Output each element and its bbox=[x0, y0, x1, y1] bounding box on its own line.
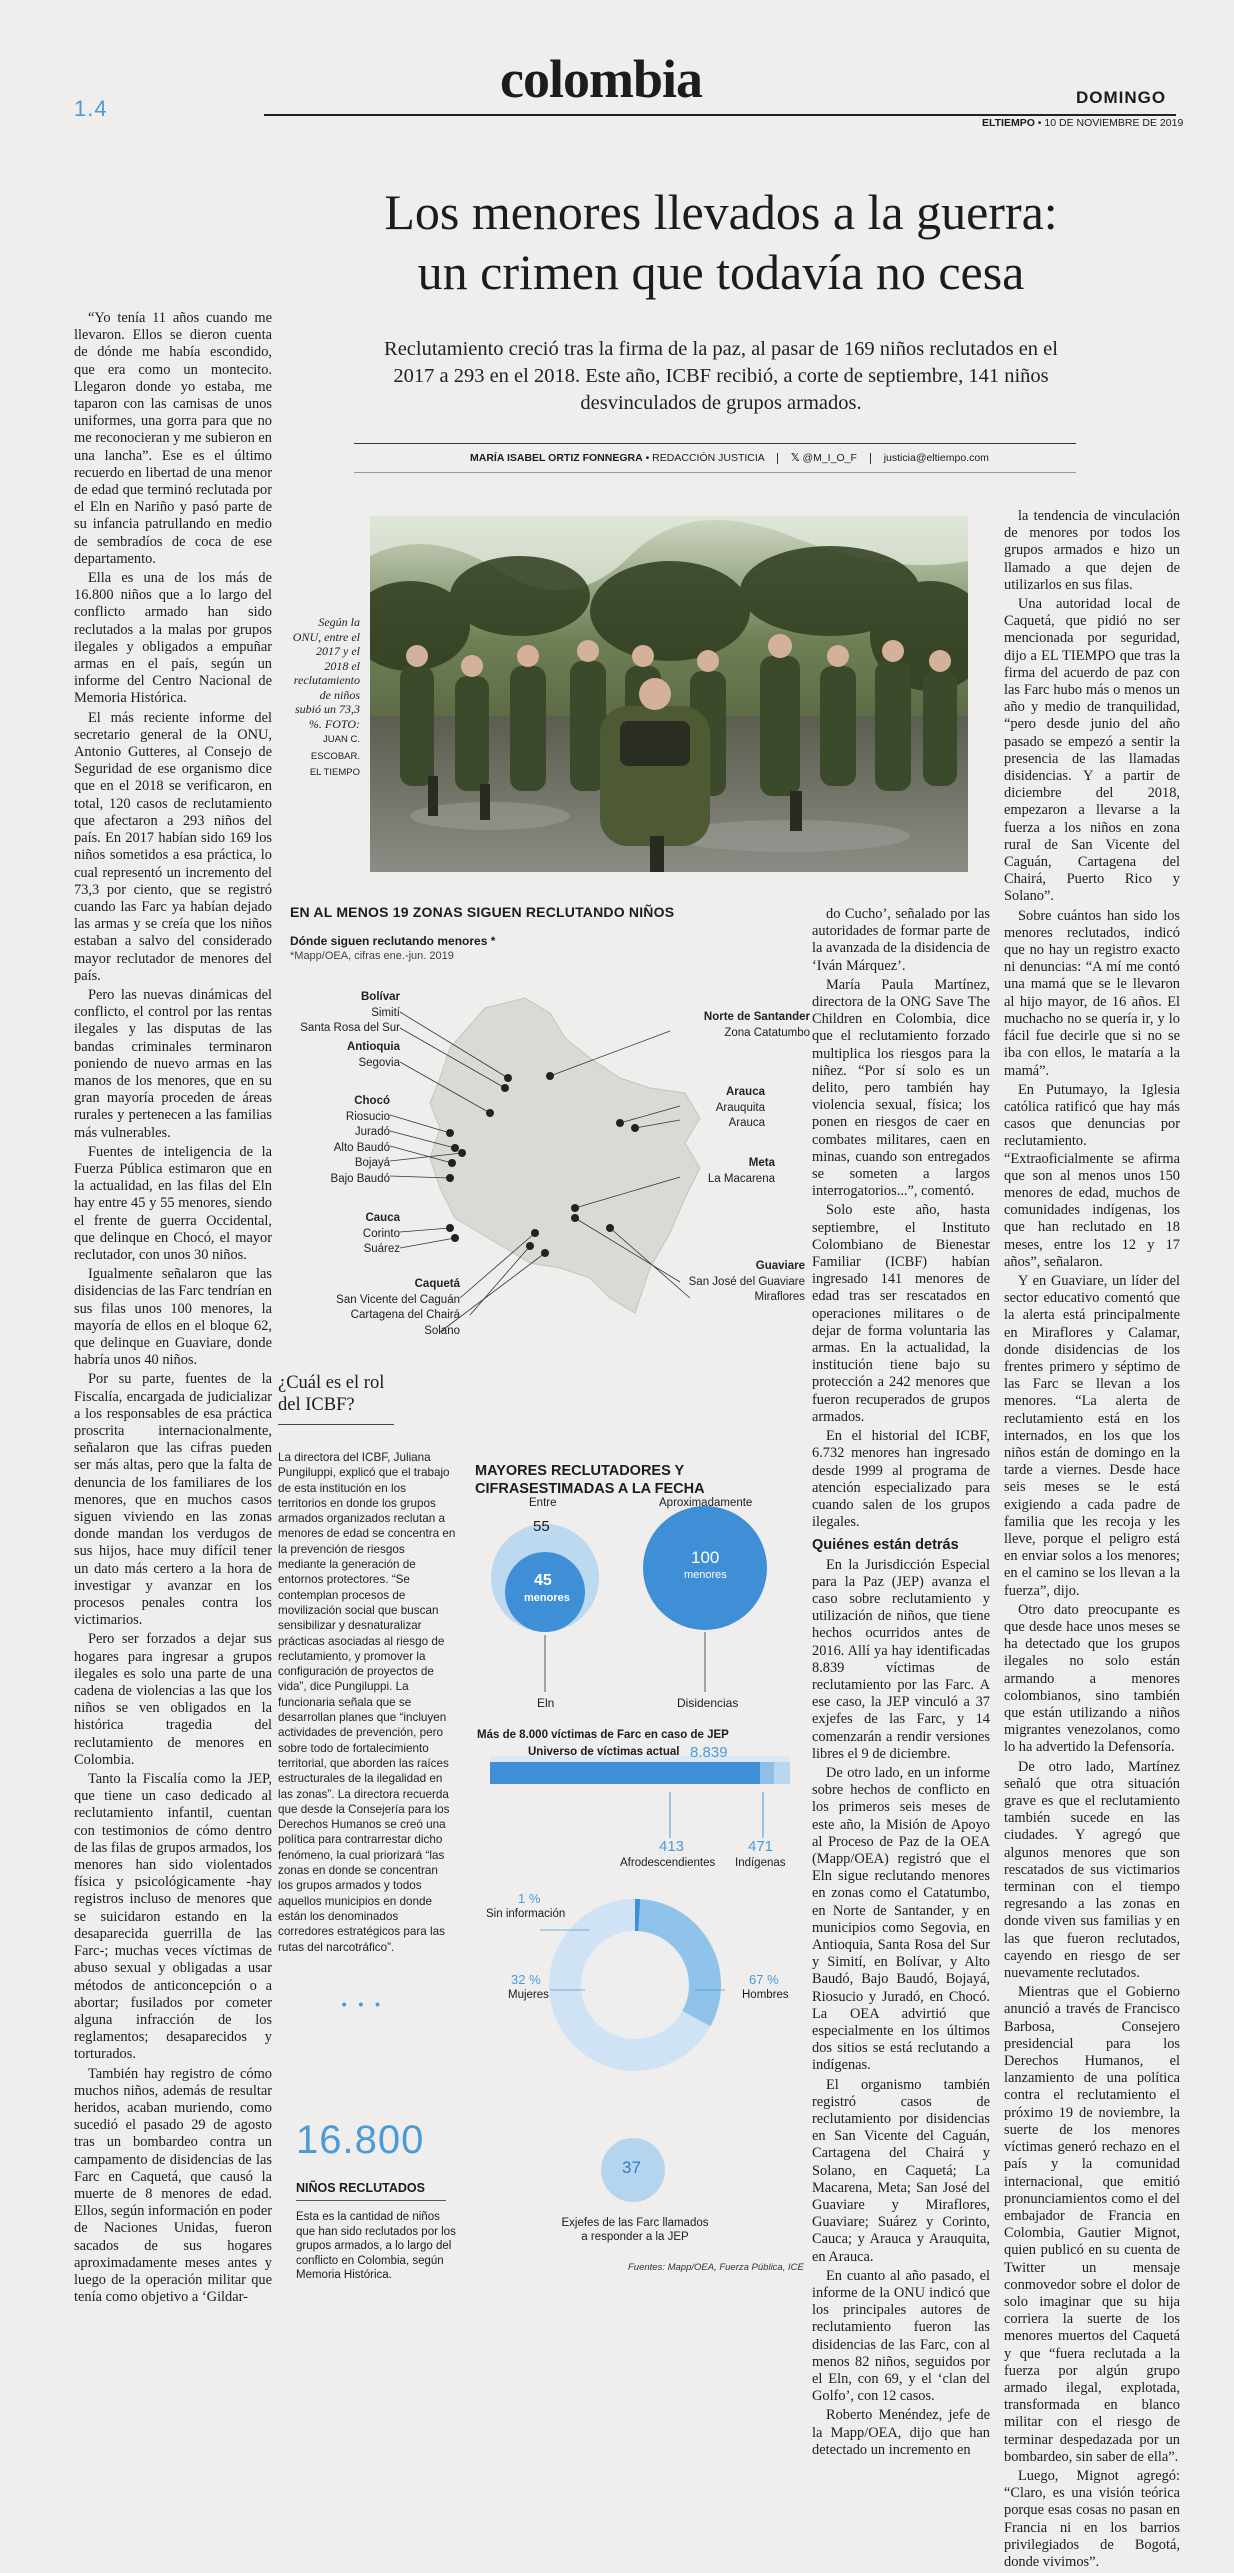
map-place-simiti: Simití bbox=[371, 1007, 400, 1019]
column-4 bbox=[812, 906, 990, 2461]
infographic-title bbox=[475, 1462, 705, 1498]
paragraph: Pero las nuevas dinámicas del conflicto, el control por las rentas ilegales y las disputas de las bandas criminales terminaron poniendo de nuevo armas en las manos de los menores, que en su gran mayoría proceden de áreas rurales y pertenecen a las familias más vulnerables. bbox=[74, 987, 272, 1142]
eln-range-high: 55 bbox=[533, 1518, 550, 1535]
header-dateline bbox=[982, 117, 1183, 129]
donut-hom-pct: 67 % bbox=[749, 1972, 779, 1987]
map-place-riosucio: Riosucio bbox=[346, 1111, 390, 1123]
donut-hom-label: Hombres bbox=[742, 1989, 789, 2001]
byline-desk: • REDACCIÓN JUSTICIA bbox=[643, 452, 765, 464]
paragraph: De otro lado, en un informe sobre hechos de conflicto en los primeros seis meses de este año, la Misión de Apoyo al Proceso de Paz de la OEA (Mapp/OEA) registró que el Eln sigue reclutando menores en zonas como el Catatumbo, en Norte de Santander, y en municipios como Segovia, en Antioquia, Santa Rosa del Sur y Simití, en Bolívar, y Alto Baudó, Bajo Baudó, Bojayá, Riosucio y Juradó, en Chocó. La OEA advirtió que especialmente en los últimos dos sitios se está reclutando a indígenas. bbox=[812, 1765, 990, 2075]
map-place-macarena: La Macarena bbox=[708, 1173, 775, 1185]
map-place-arauca: Arauca bbox=[729, 1117, 765, 1129]
victims-bar-afro bbox=[760, 1762, 774, 1784]
byline-rule-top bbox=[354, 443, 1076, 444]
headline bbox=[265, 182, 1177, 302]
map-dept-bolivar: Bolívar bbox=[361, 991, 400, 1003]
victims-bar-indigenous bbox=[774, 1762, 790, 1784]
eln-group: Eln bbox=[537, 1696, 554, 1710]
twitter-icon: 𝕏 bbox=[791, 452, 799, 464]
photo-child-soldiers bbox=[370, 516, 968, 872]
paragraph: Solo este año, hasta septiembre, el Instituto Colombiano de Bienestar Familiar (ICBF) habían ingresado 141 menores de edad tras ser rescatados en operaciones militares o de dejar de forma voluntaria las armas. En la actualidad, la institución tiene bajo su protección a 242 menores que fueron recuperados de grupos armados. bbox=[812, 1202, 990, 1426]
byline-email[interactable]: justicia@eltiempo.com bbox=[884, 452, 989, 464]
map-dept-antioquia: Antioquia bbox=[347, 1041, 400, 1053]
eln-label-top: Entre bbox=[529, 1497, 557, 1509]
paragraph: Otro dato preocupante es que desde hace unos meses se ha detectado que los grupos ilegales no solo están armando a menores colombianos, sino también que están utilizando a niños migrantes venezolanos, como lo ha advertido la Defensoría. bbox=[1004, 1602, 1180, 1757]
afro-value: 413 bbox=[659, 1838, 684, 1855]
map-title: EN AL MENOS 19 ZONAS SIGUEN RECLUTANDO NIÑOS bbox=[290, 904, 674, 920]
map-place-arauquita: Arauquita bbox=[716, 1102, 765, 1114]
donut-muj-pct: 32 % bbox=[511, 1972, 541, 1987]
byline-twitter[interactable]: @M_I_O_F bbox=[802, 452, 856, 464]
paragraph: María Paula Martínez, directora de la ONG Save The Children en Colombia, dice que el reclutamiento forzado multiplica los riesgos para la niñez. “Por sí solo es un delito, pero también hay violencia sexual, física; los ponen en riesgos de caer en combates militares, caen en minas, cuando son entregados se someten a largos interrogatorios...”, comentó. bbox=[812, 977, 990, 1201]
bar-label: Universo de víctimas actual bbox=[528, 1746, 679, 1758]
victims-title: Más de 8.000 víctimas de Farc en caso de JEP bbox=[477, 1729, 729, 1741]
paragraph: El organismo también registró casos de reclutamiento por disidencias en San Vicente del Caguán, Cartagena del Chairá y Solano, en Caquetá; La Macarena, Meta; San José del Guaviare y Miraflores, Guaviare; Suárez y Corinto, Cauca; y Arauca y Arauquita, en Arauca. bbox=[812, 2077, 990, 2266]
exjefes-label-1: Exjefes de las Farc llamados bbox=[545, 2216, 725, 2230]
photo-credit: JUAN C. ESCOBAR. bbox=[311, 734, 360, 762]
paragraph: la tendencia de vinculación de menores por todos los grupos armados e hizo un llamado a que dejen de utilizarlos en sus filas. bbox=[1004, 508, 1180, 594]
map-place-suarez: Suárez bbox=[364, 1243, 400, 1255]
header-rule bbox=[264, 114, 1176, 116]
paragraph: Sobre cuántos han sido los menores reclutados, indicó que no hay un registro exacto ni denuncias: “A mí me contó una mamá que se le llevaron al hijo mayor, de 16 años. El muchacho no se quería ir, y lo fácil fue decirle que si no se iba con ellos, le mataría a la mamá”. bbox=[1004, 908, 1180, 1080]
afro-label: Afrodescendientes bbox=[620, 1857, 715, 1869]
eln-range-low: 45 bbox=[534, 1572, 552, 1590]
exjefes-label-2: a responder a la JEP bbox=[545, 2230, 725, 2244]
map-place-segovia: Segovia bbox=[358, 1057, 400, 1069]
exjefes-value: 37 bbox=[622, 2158, 641, 2178]
colombia-map bbox=[290, 968, 810, 1348]
map-place-corinto: Corinto bbox=[363, 1228, 400, 1240]
column-5 bbox=[1004, 508, 1180, 2573]
map-dept-norte-santander: Norte de Santander bbox=[704, 1011, 810, 1023]
map-dept-arauca: Arauca bbox=[726, 1086, 765, 1098]
donut-slice-mujeres bbox=[639, 1915, 705, 2019]
map-dept-meta: Meta bbox=[749, 1157, 775, 1169]
map-place-bajo-baudo: Bajo Baudó bbox=[331, 1173, 390, 1185]
paragraph: En la Jurisdicción Especial para la Paz (JEP) avanza el caso sobre reclutamiento y utilización de niños, que tiene hechos ocurridos antes de 2016. Allí ya hay identificadas 8.839 víctimas de reclutamiento por las Farc. A ese caso, la JEP vinculó a 37 exjefes de las Farc, y 14 comenzarán a rendir versiones libres el 9 de diciembre. bbox=[812, 1557, 990, 1763]
indigenous-label: Indígenas bbox=[735, 1857, 786, 1869]
photo-credit-2: EL TIEMPO bbox=[310, 767, 360, 778]
paragraph: Fuentes de inteligencia de la Fuerza Pública estimaron que en la actualidad, en las filas del Eln hay entre 45 y 55 menores, siendo el frente de guerra Occidental, que delinque en Chocó, el mayor reclutador, con unos 30 niños. bbox=[74, 1144, 272, 1264]
map-note: *Mapp/OEA, cifras ene.-jun. 2019 bbox=[290, 950, 454, 962]
paragraph: do Cucho’, señalado por las autoridades de formar parte de la avanzada de la disidencia de ‘Iván Márquez’. bbox=[812, 906, 990, 975]
map-place-miraflores: Miraflores bbox=[755, 1291, 805, 1303]
exjefes-label bbox=[545, 2216, 725, 2244]
byline bbox=[470, 452, 989, 464]
infographic-source: Fuentes: Mapp/OEA, Fuerza Pública, ICE bbox=[628, 2262, 804, 2273]
photo-illustration bbox=[370, 516, 968, 872]
donut-sin-label: Sin información bbox=[486, 1908, 565, 1920]
paragraph: Ella es una de los más de 16.800 niños que a lo largo del conflicto armado han sido reclutados a la malas por grupos ilegales y obligados a empuñar armas en el país, según un informe del Centro Nacional de Memoria Histórica. bbox=[74, 570, 272, 708]
map-place-san-jose-guaviare: San José del Guaviare bbox=[689, 1276, 805, 1288]
dis-label-top: Aproximadamente bbox=[659, 1497, 752, 1509]
circles-svg bbox=[465, 1500, 795, 1700]
gender-donut bbox=[470, 1890, 800, 2080]
headline-line-1: Los menores llevados a la guerra: bbox=[265, 182, 1177, 242]
paragraph: El más reciente informe del secretario general de la ONU, Antonio Gutteres, al Consejo de Seguridad de ese organismo dice que en el 2018 se verificaron, en total, 120 casos de reclutamiento que afectaron a 293 niños del país. En 2017 habían sido 169 los niños sometidos a esa práctica, lo cual representó un incremento del 73,3 por ciento, que se registró cuando las Farc ya habían dejado las armas y se creía que los niños estaban a salvo del considerado mayor reclutador de menores del país. bbox=[74, 710, 272, 985]
map-dept-caqueta: Caquetá bbox=[415, 1278, 460, 1290]
paragraph: Roberto Menéndez, jefe de la Mapp/OEA, dijo que han detectado un incremento en bbox=[812, 2407, 990, 2459]
subhead-quienes: Quiénes están detrás bbox=[812, 1537, 990, 1554]
sidebar-text: La directora del ICBF, Juliana Pungiluppi, explicó que el trabajo de esta institución en los territorios en donde los grupos armados organizados reclutan a menores de edad se concentra en la prevención de riesgos mediante la generación de entornos protectores. “Se contemplan procesos de movilización social que buscan sensibilizar y desnaturalizar prácticas asociadas al riesgo de reclutamiento, y promover la configuración de proyectos de vida”, dice Pungiluppi. La funcionaria señala que se desarrollan planes que “incluyen actividades de prevención, pero sobre todo de fortalecimiento territorial, que aborden las raíces estructurales de la ilegalidad en las zonas”. La directora recuerda que desde la Consejería para los Derechos Humanos se creó una política para contrarrestar dicho fenómeno, la cual priorizará “las zonas en donde se concentran los grupos armados y todos aquellos municipios en donde están los denominados corredores estratégicos para las rutas del narcotráfico”. bbox=[278, 1450, 456, 1955]
paragraph: En el historial del ICBF, 6.732 menores han ingresado desde 1999 al programa de atención especializado para cuando salen de los grupos ilegales. bbox=[812, 1428, 990, 1531]
map-subtitle: Dónde siguen reclutando menores * bbox=[290, 934, 495, 948]
infographic-circles bbox=[465, 1500, 795, 1700]
paragraph: Luego, Mignot agregó: “Claro, es una visión teórica porque esas cosas no pasan en Francia ni en los barrios privilegiados de Bogotá, donde vivimos”. bbox=[1004, 2468, 1180, 2571]
sidebar-rule bbox=[278, 1424, 394, 1425]
map-dept-cauca: Cauca bbox=[365, 1212, 400, 1224]
paragraph: También hay registro de cómo muchos niños, además de resultar heridos, acaban muriendo, como sucedió el pasado 29 de agosto tras un bombardeo contra un campamento de disidencias de las Farc en Caquetá, que causó la muerte de 8 menores de edad. Ellos, según información en poder de Naciones Unidas, fueron sacados de sus hogares aproximadamente meses antes y luego de la operación militar que tenía como objetivo a ‘Gildar- bbox=[74, 2066, 272, 2307]
caption-text: Según la ONU, entre el 2017 y el 2018 el reclutamiento de niños subió un 73,3 %. FOTO: bbox=[293, 615, 360, 731]
photo-caption bbox=[292, 615, 360, 781]
paragraph: Y en Guaviare, un líder del sector educativo comentó que la alerta está principalmente en Miraflores y Calamar, donde disidencias de los frentes primero y séptimo de las Farc se llevan a los menores. “La alerta de reclutamiento está en los internados, en los que los niños están de domingo en la tarde a viernes. Desde hace seis meses se le está exigiendo a cada padre de familia que les recoja y les lleve, porque el peligro está en enviar solos a los menores; en el camino se los llevan a la fuerza”, dijo. bbox=[1004, 1273, 1180, 1600]
big-number: 16.800 bbox=[296, 2118, 424, 2163]
byline-author: MARÍA ISABEL ORTIZ FONNEGRA bbox=[470, 452, 643, 464]
header-day: DOMINGO bbox=[1076, 88, 1166, 108]
paragraph: Igualmente señalaron que las disidencias de las Farc tendrían en sus filas unos 100 menores, la mayoría de ellos en el bloque 62, que delinque en Guaviare, donde habría unos 40 niños. bbox=[74, 1266, 272, 1369]
headline-line-2: un crimen que todavía no cesa bbox=[265, 242, 1177, 302]
byline-rule-bottom bbox=[354, 472, 1076, 473]
paragraph: De otro lado, Martínez señaló que otra situación grave es que el reclutamiento también sucede en las ciudades. Y agregó que algunos menores que son rescatados de sus victimarios terminan con el tiempo regresando a las zonas en donde viven sus familias y en las que fueron reclutados, cayendo en riesgo de ser nuevamente reclutados. bbox=[1004, 1759, 1180, 1983]
paragraph: En cuanto al año pasado, el informe de la ONU indicó que los principales autores de reclutamiento fueron las disidencias de las Farc, con al menos 82 niños, seguidos por el Eln, con 69, y el ‘clan del Golfo’, con 12 casos. bbox=[812, 2268, 990, 2406]
sidebar-dots: • • • bbox=[340, 1998, 384, 2014]
paragraph: Tanto la Fiscalía como la JEP, que tiene un caso dedicado al reclutamiento infantil, cuentan con testimonios de cómo dentro de las filas de grupos armados, los menores han sido violentados física y psicológicamente -hay registros incluso de menores que se suicidaron estando en la desaparecida guerrilla de las Farc-; muchas veces víctimas de abuso sexual y obligadas a usar métodos de anticoncepción o a abortar; fusilados por cometer alguna infracción de los reglamentos; desaparecidos y torturados. bbox=[74, 1771, 272, 2063]
big-number-label: NIÑOS RECLUTADOS bbox=[296, 2181, 425, 2195]
map-dept-guaviare: Guaviare bbox=[756, 1260, 805, 1272]
paragraph: Pero ser forzados a dejar sus hogares para ingresar a grupos ilegales es solo una parte de una cadena de violencias a las que los niños se ven obligados en la histórica tragedia del reclutamiento de menores en Colombia. bbox=[74, 1631, 272, 1769]
victims-bar-main bbox=[490, 1762, 760, 1784]
donut-inner-ring bbox=[583, 1933, 687, 2037]
infographic-title-2: CIFRASESTIMADAS A LA FECHA bbox=[475, 1480, 705, 1498]
map-place-solano: Solano bbox=[424, 1325, 460, 1337]
big-number-text: Esta es la cantidad de niños que han sido reclutados por los grupos armados, a lo largo del conflicto en Colombia, según Memoria Histórica. bbox=[296, 2210, 461, 2283]
map-dept-choco: Chocó bbox=[354, 1095, 390, 1107]
dis-group: Disidencias bbox=[677, 1696, 738, 1710]
date: • 10 DE NOVIEMBRE DE 2019 bbox=[1035, 117, 1183, 129]
big-number-rule bbox=[296, 2200, 446, 2201]
paragraph: En Putumayo, la Iglesia católica ratificó que hay más casos que denuncias por reclutamiento. “Extraoficialmente se afirma que son al menos unos 150 menores de edad, muchos de comunidades indígenas, los que han reclutado en 18 meses, entre los 12 y 17 años”, señalaron. bbox=[1004, 1082, 1180, 1271]
paragraph: “Yo tenía 11 años cuando me llevaron. Ellos se dieron cuenta de dónde me había escondido, que era como un montecito. Llegaron donde yo estaba, me taparon con las camisas de unos uniformes, una gorra para que no me reconocieran y me subieron en una lancha”. Ese es el último recuerdo en libertad de una menor de edad que terminó reclutada por el Eln en Nariño y pasó parte de su infancia patrullando en medio de sembradíos de coca de ese departamento. bbox=[74, 310, 272, 568]
map-place-jurado: Juradó bbox=[355, 1126, 390, 1138]
sidebar-title: ¿Cuál es el rol del ICBF? bbox=[278, 1372, 408, 1416]
paragraph: Por su parte, fuentes de la Fiscalía, encargada de judicializar a los responsables de esa práctica proscrita internacionalmente, señalaron que las cifras pueden ser más altas, pero que la falta de denuncia de los familiares de los menores, que en muchos casos siguen viviendo en las zonas donde mandan los verdugos de sus hijos, hace muy difícil tener un dato más certero a la hora de investigar y avanzar en los procesos penales contra los victimarios. bbox=[74, 1371, 272, 1629]
map-place-santa-rosa: Santa Rosa del Sur bbox=[300, 1022, 400, 1034]
infographic-title-1: MAYORES RECLUTADORES Y bbox=[475, 1462, 705, 1480]
map-place-alto-baudo: Alto Baudó bbox=[334, 1142, 390, 1154]
map-place-catatumbo: Zona Catatumbo bbox=[724, 1027, 810, 1039]
dek: Reclutamiento creció tras la firma de la paz, al pasar de 169 niños reclutados en el 2017 a 293 en el 2018. Este año, ICBF recibió, a corte de septiembre, 141 niños desvinculados de grupos armados. bbox=[366, 336, 1076, 417]
map-place-cartagena-chaira: Cartagena del Chairá bbox=[351, 1309, 460, 1321]
map-place-san-vicente: San Vicente del Caguán bbox=[336, 1294, 460, 1306]
paragraph: Mientras que el Gobierno anunció a través de Francisco Barbosa, Consejero presidencial para los Derechos Humanos, el lanzamiento de una política contra el reclutamiento el próximo 19 de noviembre, la suerte de los menores víctimas generó rechazo en el país y la comunidad internacional, que emitió pronunciamientos como el del embajador de Francia en Colombia, Gautier Mignot, quien publicó en su cuenta de Twitter un mensaje conmovedor sobre el dolor de solo imaginar que su hija corriera la suerte de los menores muertos del Caquetá y que “fuera reclutada a la fuerza por algún grupo armado ilegal, explotada, transformada en blanco militar con el riesgo de terminar despedazada por un bombardeo, sin saber de ella”. bbox=[1004, 1984, 1180, 2466]
donut-sin-pct: 1 % bbox=[518, 1891, 540, 1906]
donut-muj-label: Mujeres bbox=[508, 1989, 549, 2001]
section-title: colombia bbox=[500, 48, 702, 110]
victims-bar bbox=[490, 1752, 790, 1794]
bar-value: 8.839 bbox=[690, 1744, 728, 1761]
column-1 bbox=[74, 310, 272, 2308]
page-number: 1.4 bbox=[74, 96, 108, 122]
dis-unit: menores bbox=[684, 1569, 727, 1581]
paper-name: ELTIEMPO bbox=[982, 117, 1035, 129]
dis-value: 100 bbox=[691, 1548, 719, 1568]
indigenous-value: 471 bbox=[748, 1838, 773, 1855]
map-place-bojaya: Bojayá bbox=[355, 1157, 390, 1169]
paragraph: Una autoridad local de Caquetá, que pidió no ser mencionada por seguridad, dijo a EL TIEMPO que tras la firma del acuerdo de paz con las Farc hubo más o menos un año y medio de tranquilidad, “pero desde junio del año pasado se empezó a sentir la presencia de las llamadas disidencias. Y a partir de diciembre del 2018, empezaron a llevarse a la fuerza a los niños en zona rural de San Vicente del Caguán, Cartagena del Chairá, Puerto Rico y Solano”. bbox=[1004, 596, 1180, 906]
eln-unit: menores bbox=[524, 1592, 570, 1604]
